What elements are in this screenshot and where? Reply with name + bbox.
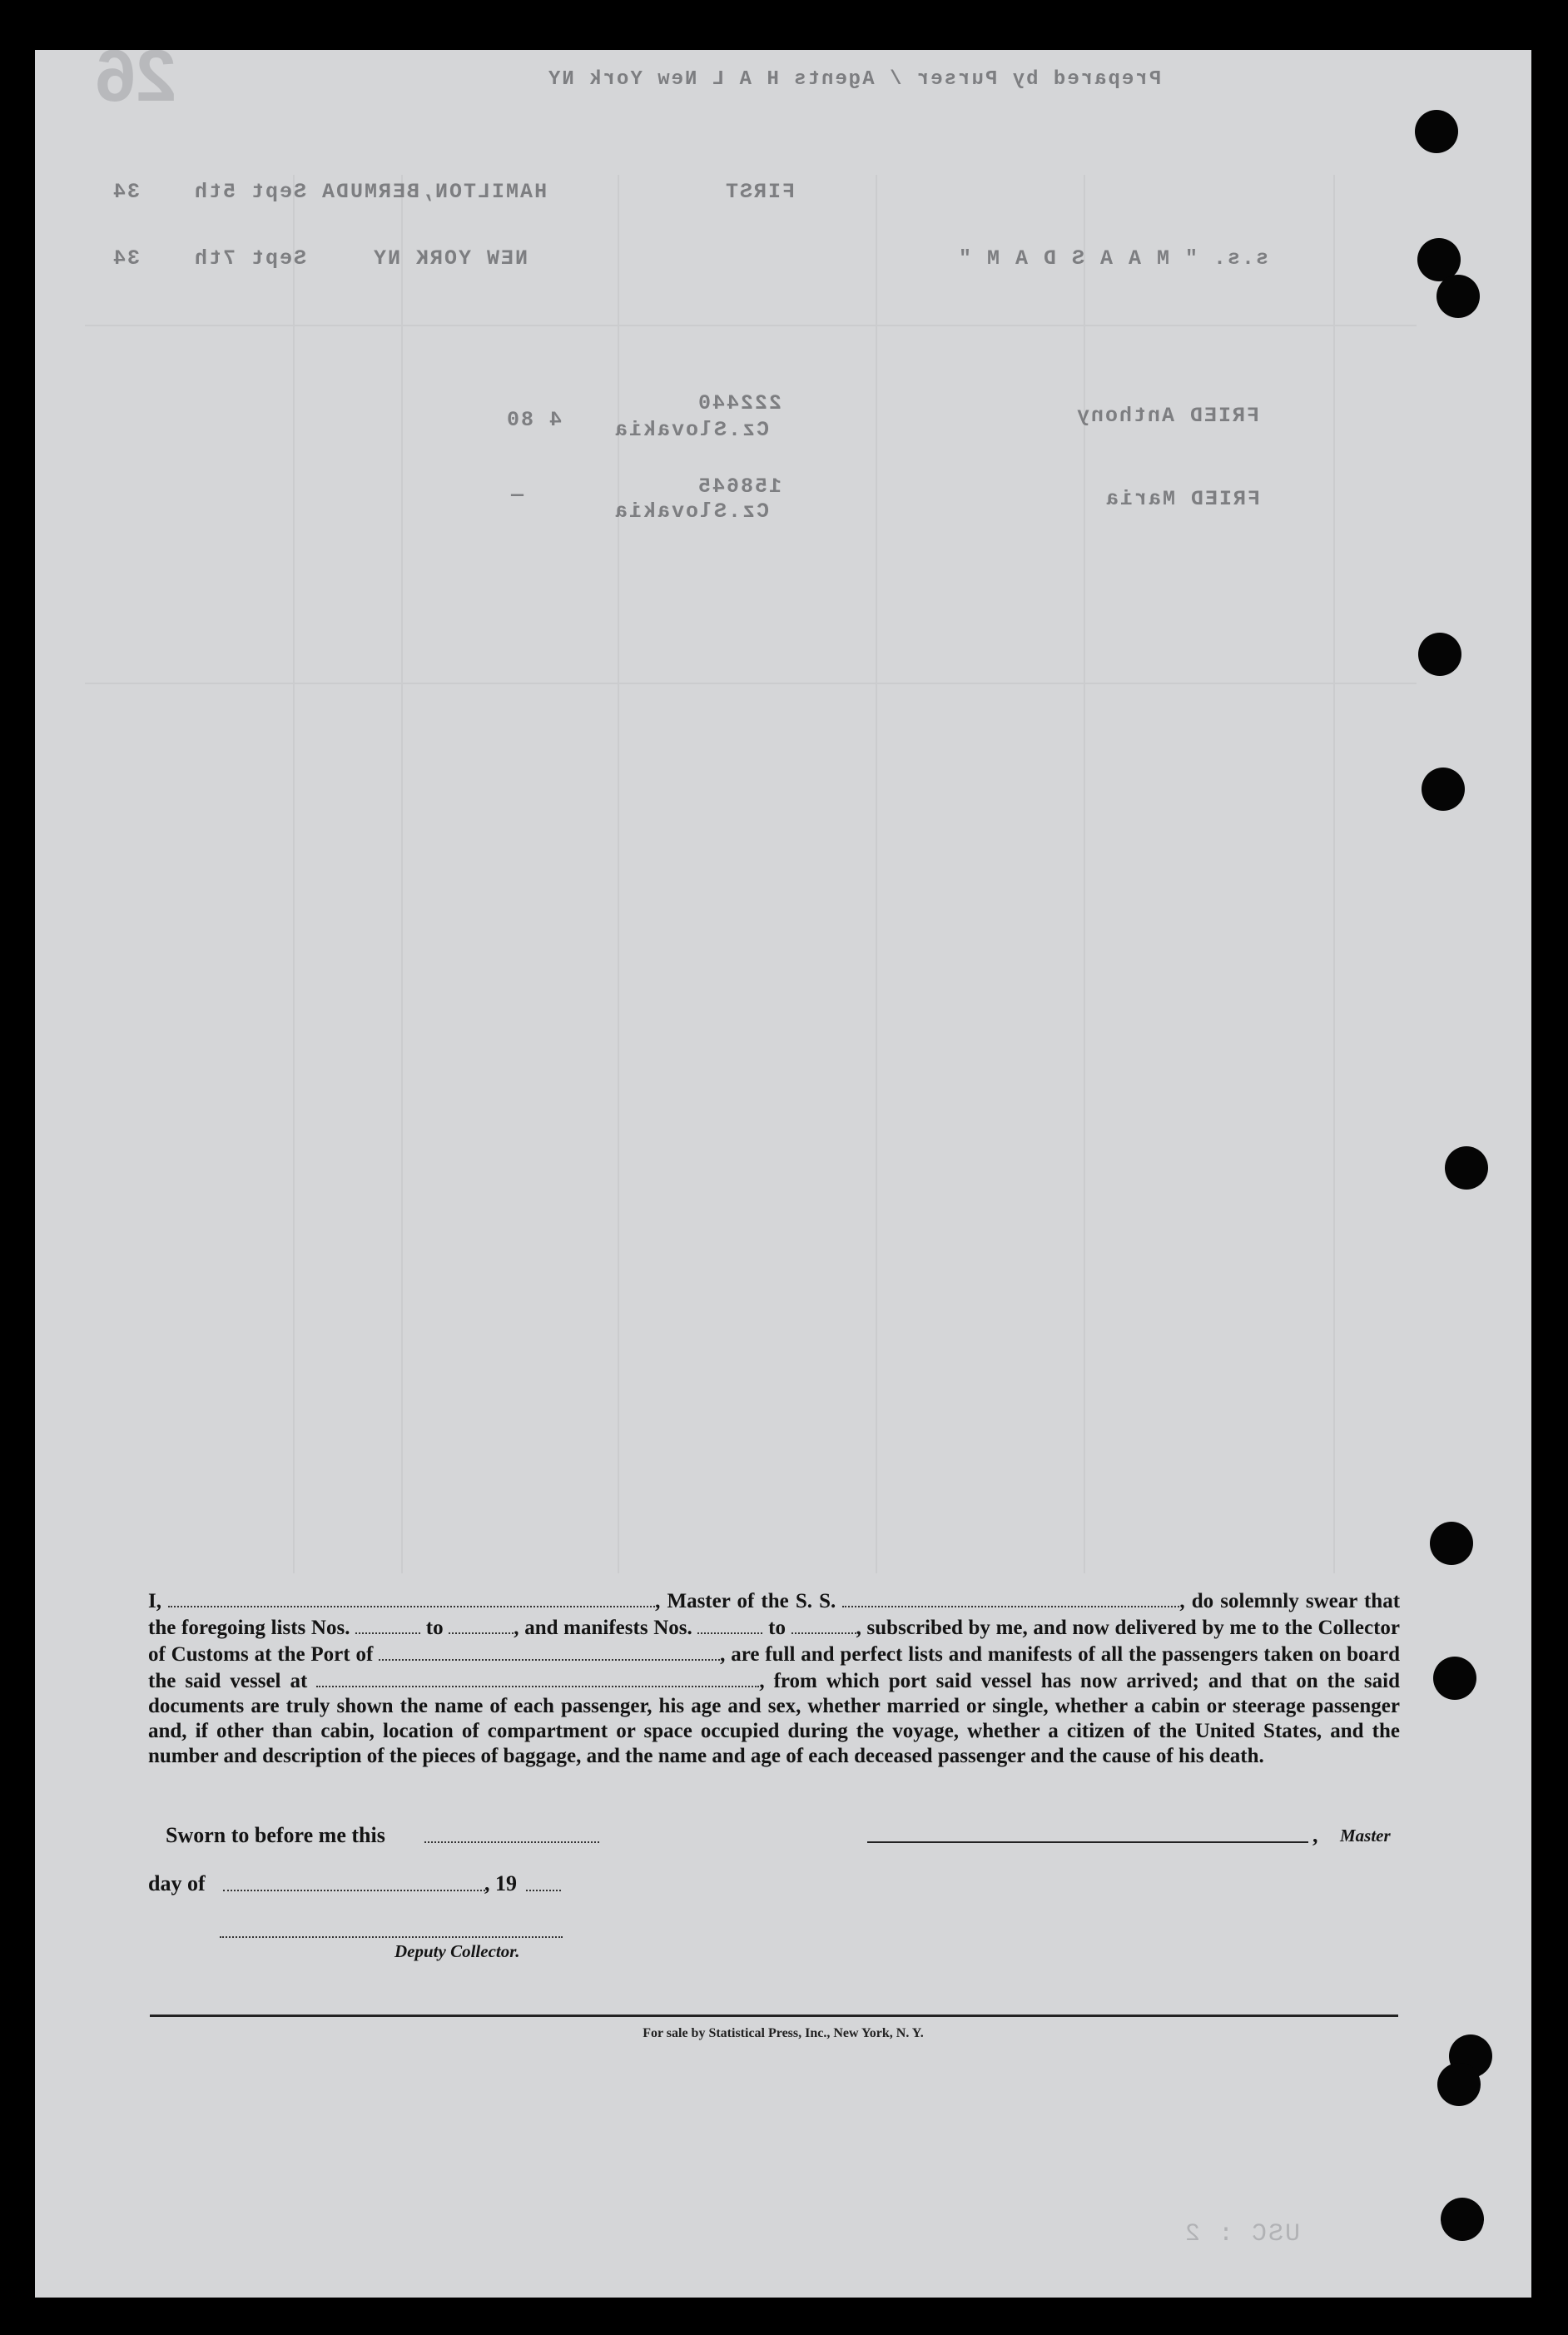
master-signature-field[interactable] — [867, 1841, 1308, 1843]
row2-port: NEW YORK NY — [372, 246, 528, 271]
footer-rule — [150, 2015, 1398, 2017]
deputy-signature-field[interactable] — [220, 1936, 563, 1938]
year-field[interactable] — [526, 1890, 561, 1891]
ship-name-field[interactable] — [842, 1587, 1179, 1607]
page-number: 26 — [95, 50, 176, 117]
list-to-field[interactable] — [449, 1614, 514, 1634]
oath-full-lists: , are full and perfect lists and — [720, 1643, 983, 1666]
row2-year: 34 — [112, 246, 141, 271]
passenger-1-number: 222440 — [697, 391, 782, 415]
row1-year: 34 — [112, 180, 141, 204]
master-name-field[interactable] — [168, 1587, 655, 1607]
row2-date: Sept 7th — [193, 246, 307, 271]
oath-to-2: to — [768, 1617, 786, 1639]
day-of-label: day of — [148, 1871, 206, 1895]
oath-rest: port said vessel has now arrived; and that on the said documents are truly shown the name of each passenger, his age and sex, whether married or single, whether a cabin or steerage passenger and, if other than cabin, location of compartment or space occupied during the voyage, whether a citizen of the United States, and the number and description of the pieces of baggage, and the name and age of each deceased passenger and the cause of his death. — [148, 1670, 1400, 1767]
deputy-collector-label: Deputy Collector. — [394, 1941, 520, 1961]
sworn-label: Sworn to before me this — [166, 1823, 385, 1847]
punch-hole — [1441, 2198, 1484, 2241]
punch-hole — [1430, 1522, 1473, 1565]
grid-line — [1084, 175, 1085, 1573]
sworn-date-field[interactable] — [424, 1841, 599, 1843]
oath-manifests-all: manifests of all the passengers taken on board the said vessel at — [148, 1643, 1401, 1692]
oath-paragraph — [148, 1587, 1400, 1769]
row1-class: FIRST — [724, 180, 796, 204]
oath-from-which: , from which — [759, 1670, 880, 1692]
grid-line — [85, 325, 1417, 326]
oath-subscribed: , subscribed by me, and now — [856, 1617, 1109, 1639]
oath-swear: swear that the foregoing lists Nos. — [148, 1590, 1401, 1639]
printer-credit: For sale by Statistical Press, Inc., New York, N. Y. — [643, 2026, 924, 2040]
passenger-1-name: FRIED Anthony — [1075, 404, 1260, 428]
passenger-1-country: Cz.Slovakia — [613, 418, 770, 442]
punch-hole — [1437, 275, 1480, 318]
row2-ship: s.s. " M A A S D A M " — [957, 246, 1269, 271]
manifest-to-field[interactable] — [791, 1614, 856, 1634]
oath-master-of: , Master of the S. S. — [655, 1590, 836, 1612]
punch-hole — [1433, 1657, 1476, 1700]
row1-port: HAMILTON,BERMUDA Sept 5th — [193, 180, 548, 204]
punch-hole — [1418, 633, 1461, 676]
passenger-1-value: 4 80 — [505, 408, 563, 432]
oath-do-solemnly: , do solemnly — [1179, 1590, 1299, 1612]
passenger-2-name: FRIED Maria — [1104, 487, 1261, 511]
grid-line — [876, 175, 877, 1573]
master-signature-label: Master — [1340, 1826, 1391, 1846]
day-of-field[interactable] — [223, 1890, 485, 1891]
vessel-port-field[interactable] — [316, 1667, 759, 1687]
header-line: Prepared by Purser / Agents H A L New York NY — [547, 68, 1162, 91]
oath-delivered: delivered by me to the Collector of Customs at the Port of — [148, 1617, 1401, 1666]
grid-line — [293, 175, 295, 1573]
manifest-from-field[interactable] — [697, 1614, 762, 1634]
grid-line — [618, 175, 619, 1573]
year-prefix: , 19 — [484, 1871, 517, 1895]
punch-hole — [1437, 2063, 1481, 2106]
manifest-page — [35, 50, 1531, 2298]
punch-hole — [1415, 110, 1458, 153]
passenger-2-value: — — [509, 483, 524, 507]
oath-and-manifests: , and manifests Nos. — [514, 1617, 692, 1639]
grid-line — [401, 175, 403, 1573]
punch-hole — [1422, 768, 1465, 811]
form-code: USC : 2 — [1183, 2220, 1301, 2248]
signature-comma: , — [1312, 1823, 1318, 1847]
grid-line — [85, 683, 1417, 684]
grid-line — [1333, 175, 1335, 1573]
port-field[interactable] — [379, 1641, 720, 1661]
punch-hole — [1445, 1146, 1488, 1190]
passenger-2-number: 158645 — [697, 474, 782, 499]
oath-to-1: to — [425, 1617, 444, 1639]
passenger-2-country: Cz.Slovakia — [613, 499, 770, 524]
list-from-field[interactable] — [355, 1614, 420, 1634]
oath-i-label: I, — [148, 1590, 161, 1612]
